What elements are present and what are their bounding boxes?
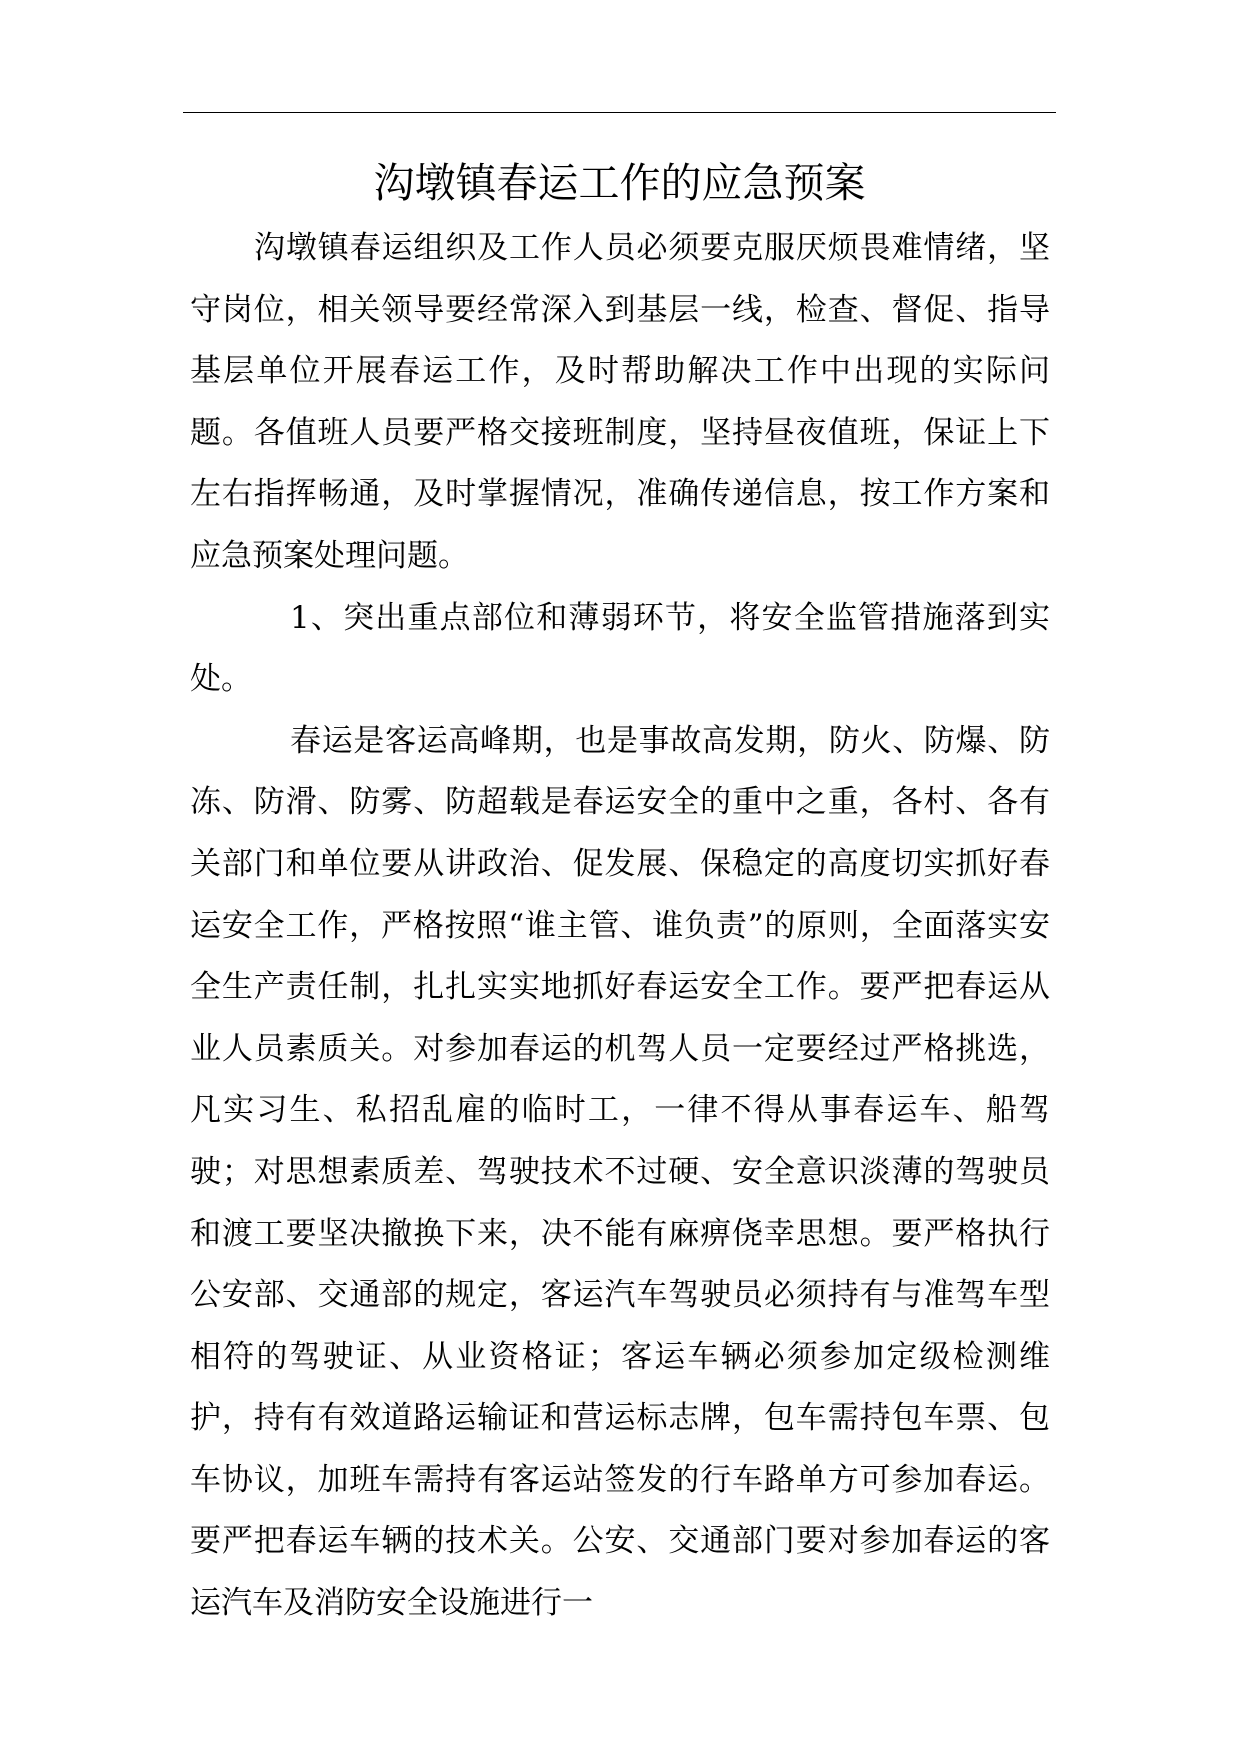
paragraph-safety: 春运是客运高峰期，也是事故高发期，防火、防爆、防冻、防滑、防雾、防超载是春运安全的重中之重，各村、各有关部门和单位要从讲政治、促发展、保稳定的高度切实抓好春运安全工作，严格按照“谁主管、谁负责”的原则，全面落实安全生产责任制，扎扎实实地抓好春运安全工作。要严把春运从业人员素质关。对参加春运的机驾人员一定要经过严格挑选，凡实习生、私招乱雇的临时工，一律不得从事春运车、船驾驶；对思想素质差、驾驶技术不过硬、安全意识淡薄的驾驶员和渡工要坚决撤换下来，决不能有麻痹侥幸思想。要严格执行公安部、交通部的规定，客运汽车驾驶员必须持有与准驾车型相符的驾驶证、从业资格证；客运车辆必须参加定级检测维护，持有有效道路运输证和营运标志牌，包车需持包车票、包车协议，加班车需持有客运站签发的行车路单方可参加春运。要严把春运车辆的技术关。公安、交通部门要对参加春运的客运汽车及消防安全设施进行一 <box>190 722 1050 1622</box>
header-divider <box>183 112 1056 113</box>
paragraph-heading-1: 1、突出重点部位和薄弱环节，将安全监管措施落到实处。 <box>190 599 1050 698</box>
document-body <box>190 218 1050 1635</box>
paragraph-intro: 沟墩镇春运组织及工作人员必须要克服厌烦畏难情绪，坚守岗位，相关领导要经常深入到基层一线，检查、督促、指导基层单位开展春运工作，及时帮助解决工作中出现的实际问题。各值班人员要严格交接班制度，坚持昼夜值班，保证上下左右指挥畅通，及时掌握情况，准确传递信息，按工作方案和应急预案处理问题。 <box>190 230 1050 574</box>
document-title: 沟墩镇春运工作的应急预案 <box>373 159 866 207</box>
